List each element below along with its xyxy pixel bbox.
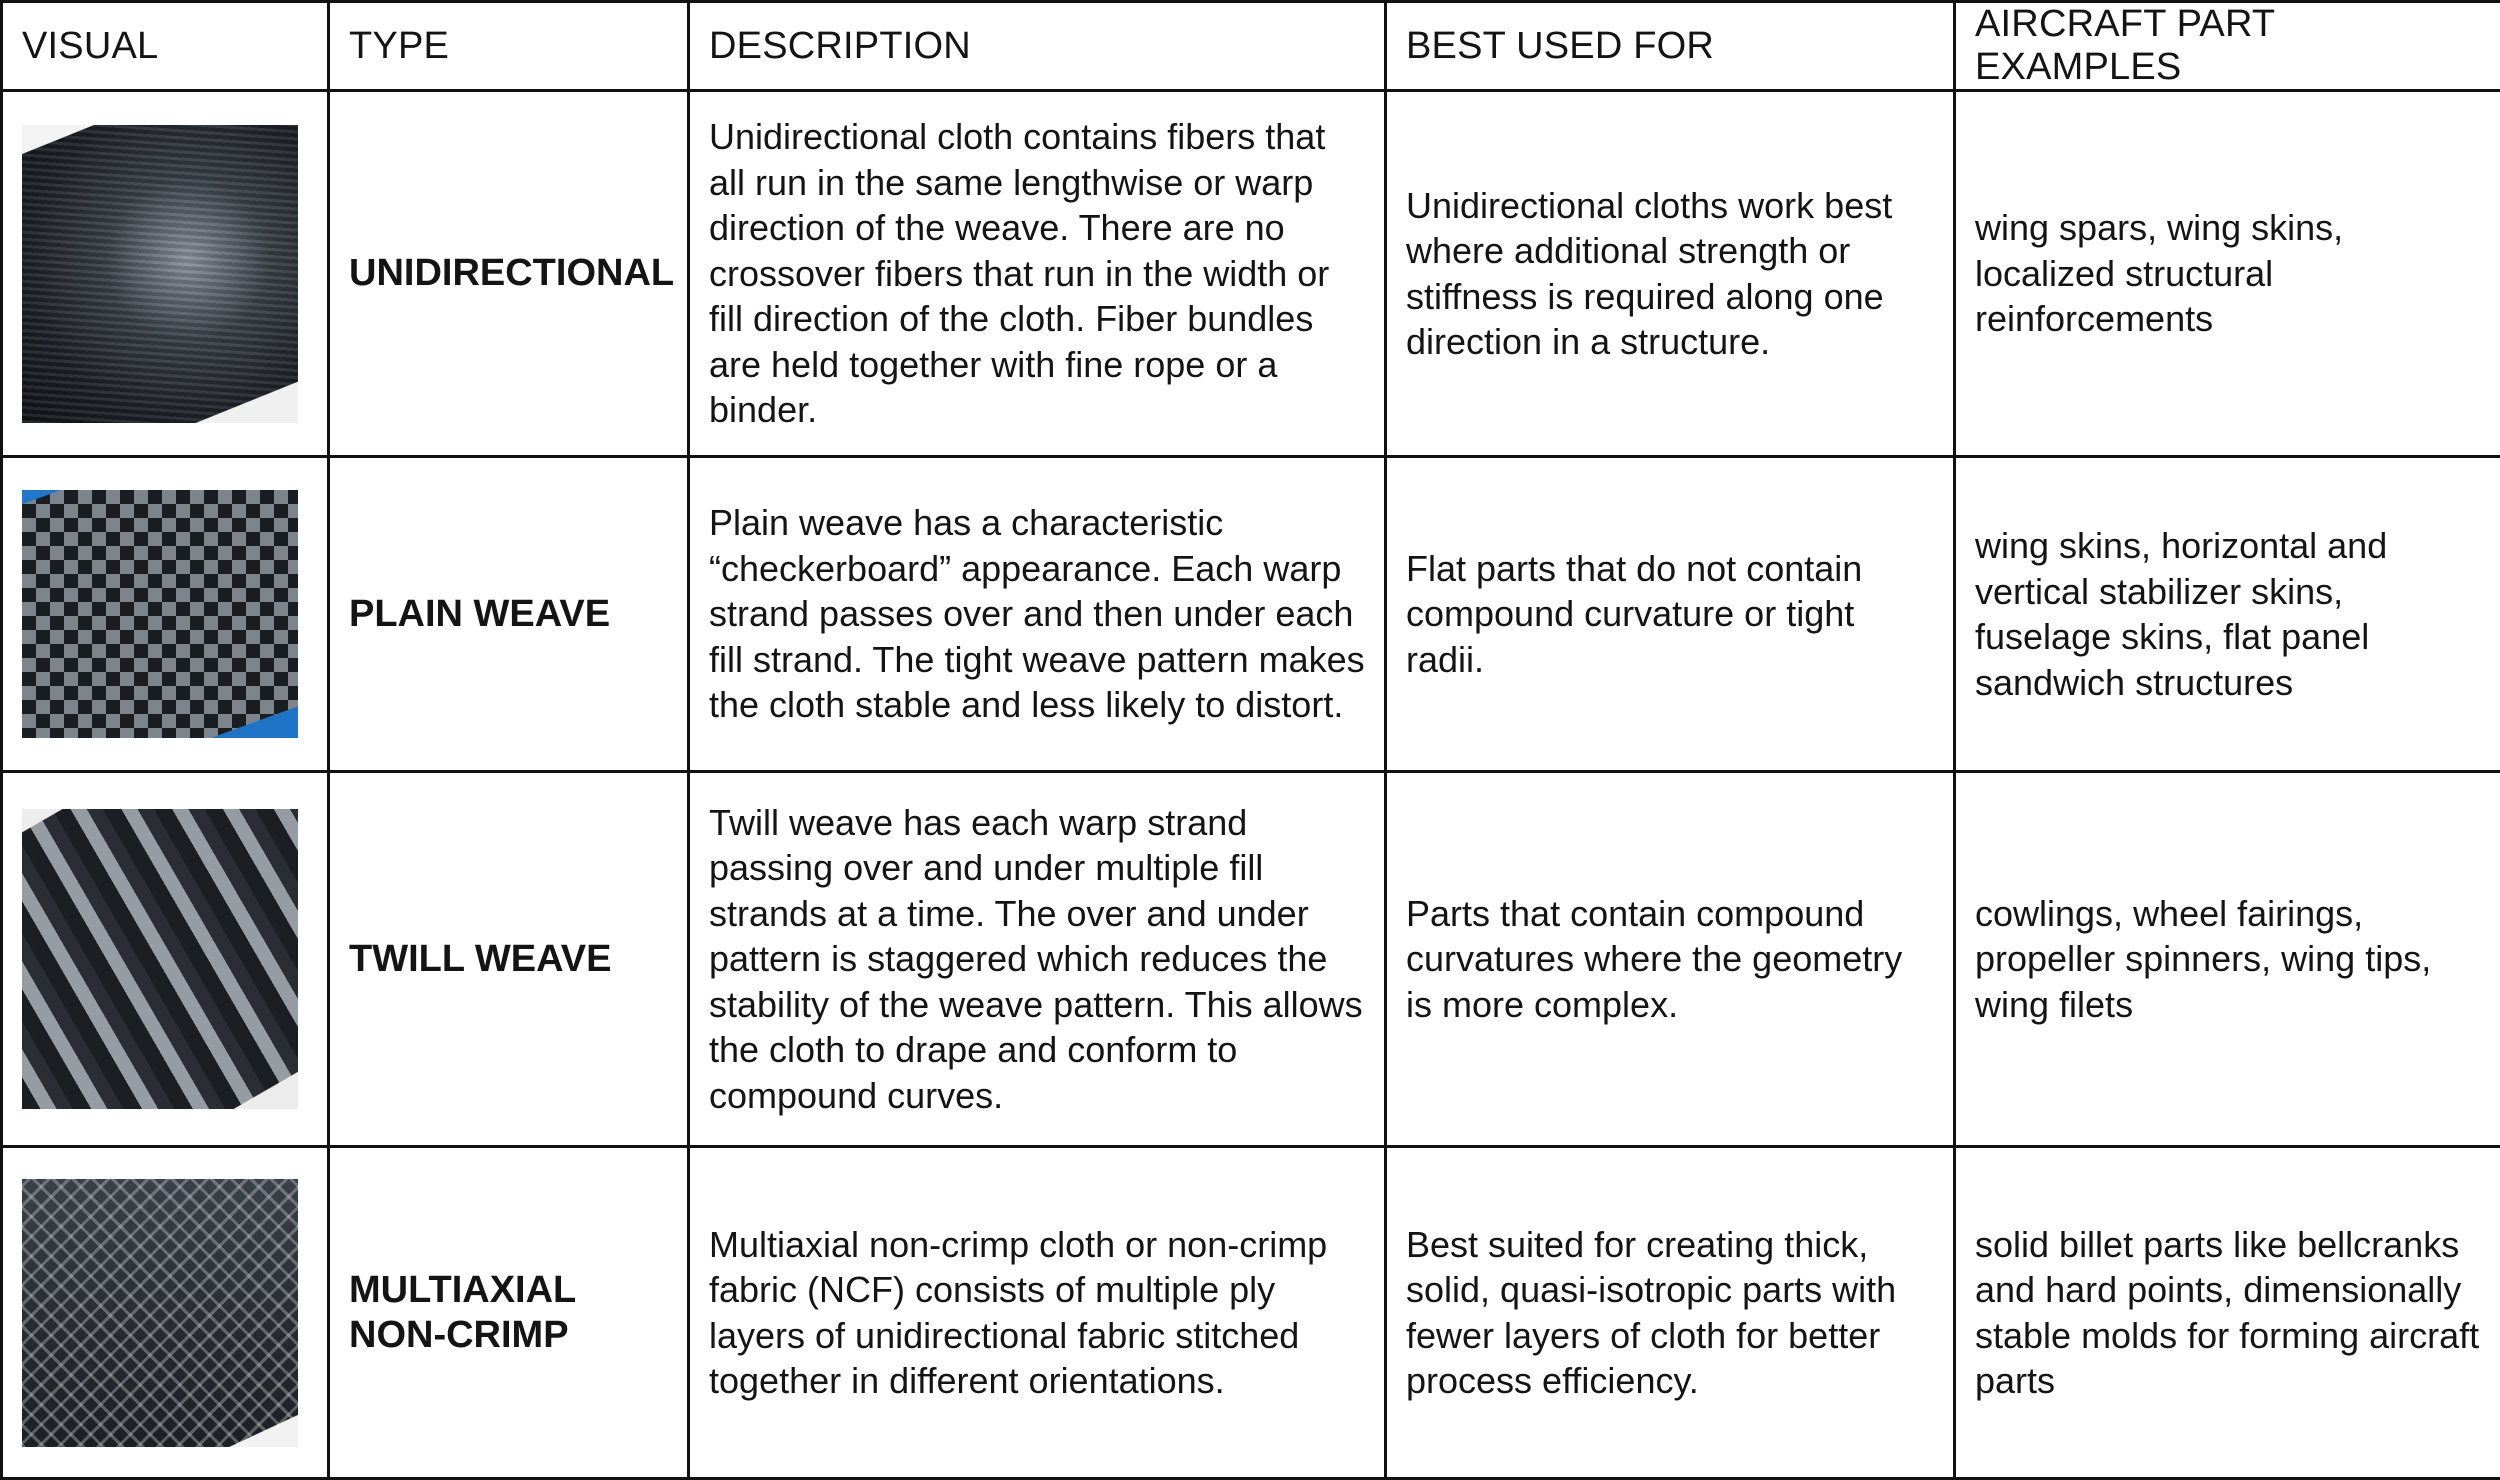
header-best-used-for: BEST USED FOR bbox=[1386, 2, 1955, 91]
type-cell: PLAIN WEAVE bbox=[329, 457, 689, 772]
twill-weave-cloth-image bbox=[22, 809, 298, 1109]
best-used-for-cell: Best suited for creating thick, solid, quasi-isotropic parts with fewer layers of cloth for better process efficiency. bbox=[1386, 1147, 1955, 1479]
type-cell: UNIDIRECTIONAL bbox=[329, 91, 689, 457]
unidirectional-cloth-image bbox=[22, 125, 298, 423]
visual-cell bbox=[2, 91, 329, 457]
best-used-for-cell: Unidirectional cloths work best where additional strength or stiffness is required along one direction in a structure. bbox=[1386, 91, 1955, 457]
description-cell: Twill weave has each warp strand passing over and under multiple fill strands at a time. The over and under pattern is staggered which reduces the stability of the weave pattern. This allows the cloth to drape and conform to compound curves. bbox=[689, 772, 1386, 1147]
visual-cell bbox=[2, 772, 329, 1147]
header-aircraft-part-examples: AIRCRAFT PART EXAMPLES bbox=[1955, 2, 2500, 91]
aircraft-part-examples-cell: wing skins, horizontal and vertical stabilizer skins, fuselage skins, flat panel sandwich structures bbox=[1955, 457, 2500, 772]
description-cell: Multiaxial non-crimp cloth or non-crimp fabric (NCF) consists of multiple ply layers of unidirectional fabric stitched together in different orientations. bbox=[689, 1147, 1386, 1479]
description-cell: Unidirectional cloth contains fibers that all run in the same lengthwise or warp direction of the weave. There are no crossover fibers that run in the width or fill direction of the cloth. Fiber bundles are held together with fine rope or a binder. bbox=[689, 91, 1386, 457]
best-used-for-cell: Parts that contain compound curvatures where the geometry is more complex. bbox=[1386, 772, 1955, 1147]
plain-weave-cloth-image bbox=[22, 490, 298, 738]
table-row bbox=[2, 772, 2500, 1147]
type-cell: TWILL WEAVE bbox=[329, 772, 689, 1147]
header-row bbox=[2, 2, 2500, 91]
visual-cell bbox=[2, 457, 329, 772]
visual-cell bbox=[2, 1147, 329, 1479]
header-type: TYPE bbox=[329, 2, 689, 91]
header-description: DESCRIPTION bbox=[689, 2, 1386, 91]
aircraft-part-examples-cell: wing spars, wing skins, localized structural reinforcements bbox=[1955, 91, 2500, 457]
best-used-for-cell: Flat parts that do not contain compound curvature or tight radii. bbox=[1386, 457, 1955, 772]
description-cell: Plain weave has a characteristic “checkerboard” appearance. Each warp strand passes over and then under each fill strand. The tight weave pattern makes the cloth stable and less likely to distort. bbox=[689, 457, 1386, 772]
table-row bbox=[2, 1147, 2500, 1479]
aircraft-part-examples-cell: cowlings, wheel fairings, propeller spinners, wing tips, wing filets bbox=[1955, 772, 2500, 1147]
header-visual: VISUAL bbox=[2, 2, 329, 91]
type-cell: MULTIAXIAL NON-CRIMP bbox=[329, 1147, 689, 1479]
table-row bbox=[2, 91, 2500, 457]
table-row bbox=[2, 457, 2500, 772]
multiaxial-non-crimp-cloth-image bbox=[22, 1179, 298, 1447]
aircraft-part-examples-cell: solid billet parts like bellcranks and hard points, dimensionally stable molds for forming aircraft parts bbox=[1955, 1147, 2500, 1479]
